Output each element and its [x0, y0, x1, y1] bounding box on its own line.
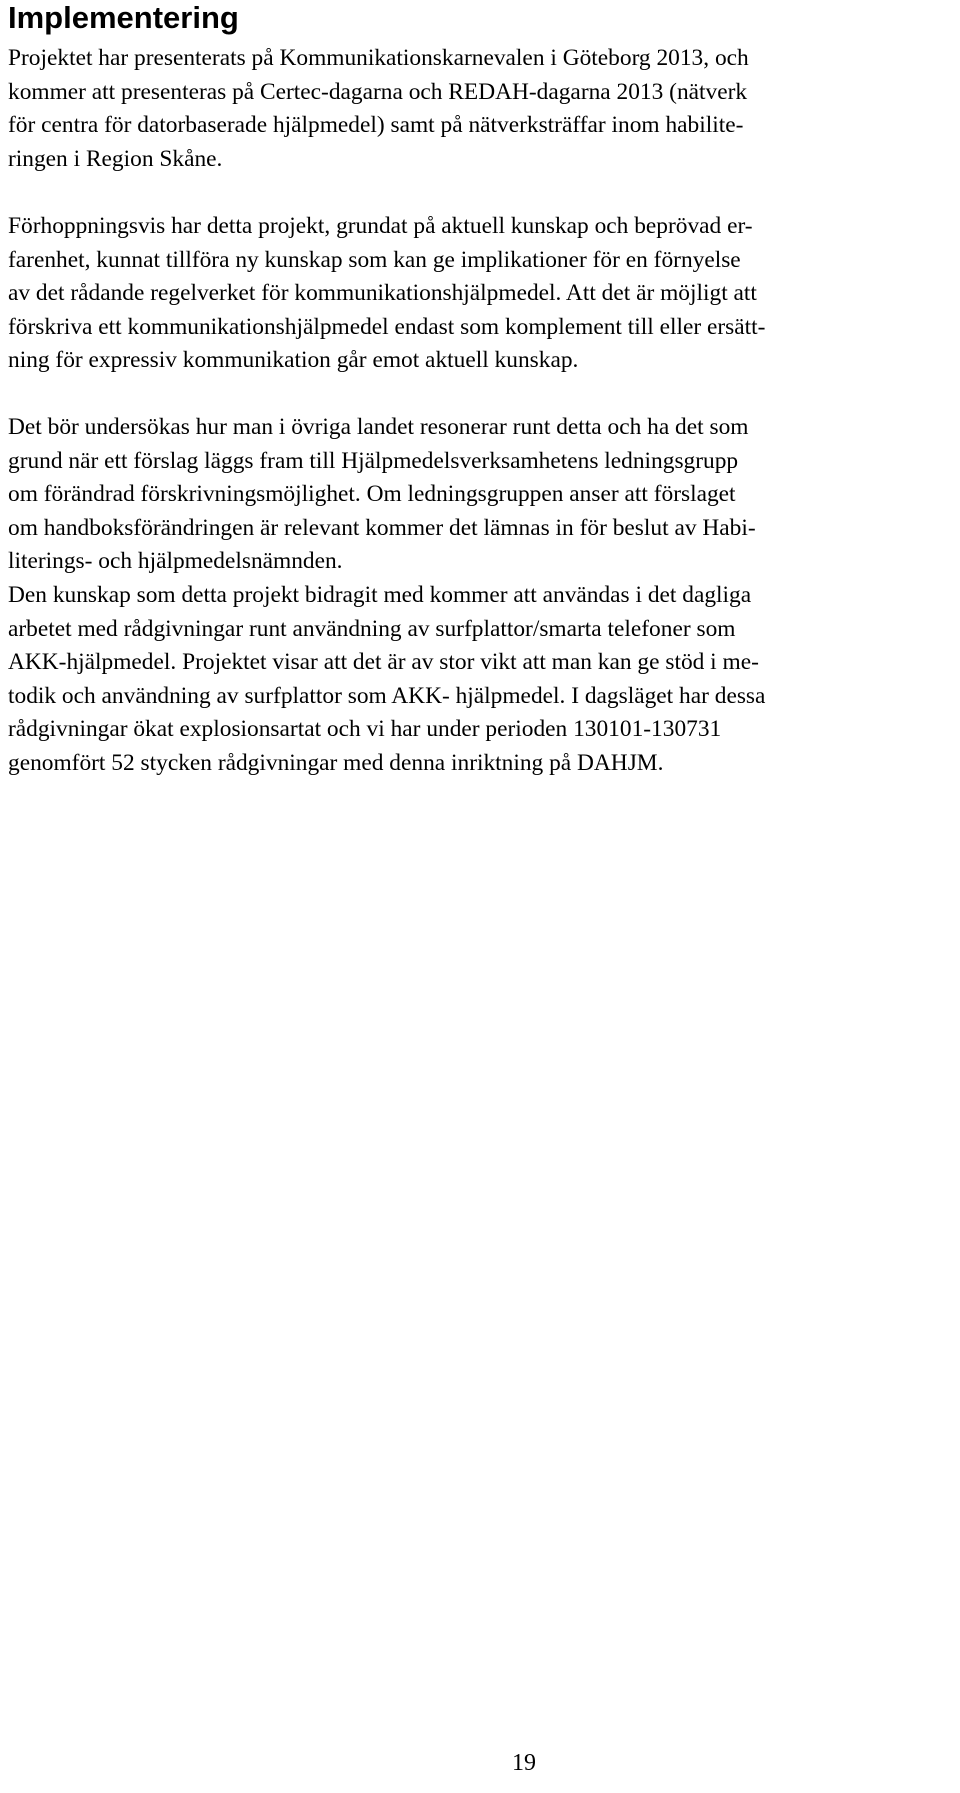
section-heading: Implementering	[8, 0, 239, 35]
paragraph-line: förskriva ett kommunikationshjälpmedel endast som komplement till eller ersätt-	[8, 313, 766, 340]
paragraph-line: Projektet har presenterats på Kommunikationskarnevalen i Göteborg 2013, och	[8, 45, 749, 71]
paragraph-line: om förändrad förskrivningsmöjlighet. Om ledningsgruppen anser att förslaget	[8, 481, 736, 508]
paragraph-line: Förhoppningsvis har detta projekt, grundat på aktuell kunskap och beprövad er-	[8, 213, 753, 239]
paragraph-investigation	[8, 411, 952, 579]
page-number-text: 19	[512, 1750, 536, 1776]
paragraph-line: todik och användning av surfplattor som AKK- hjälpmedel. I dagsläget har dessa	[8, 682, 766, 709]
paragraph-line: om handboksförändringen är relevant kommer det lämnas in för beslut av Habi-	[8, 514, 756, 541]
page-number	[0, 1746, 960, 1780]
paragraph-line: Den kunskap som detta projekt bidragit med kommer att användas i det dagliga	[8, 582, 752, 608]
paragraph-line: Det bör undersökas hur man i övriga landet resonerar runt detta och ha det som	[8, 414, 749, 440]
paragraph-knowledge	[8, 210, 952, 378]
paragraph-line: grund när ett förslag läggs fram till Hjälpmedelsverksamhetens ledningsgrupp	[8, 447, 739, 474]
paragraph-line: av det rådande regelverket för kommunikationshjälpmedel. Att det är möjligt att	[8, 280, 757, 307]
paragraph-line: AKK-hjälpmedel. Projektet visar att det är av stor vikt att man kan ge stöd i me-	[8, 649, 759, 676]
paragraph-line: genomfört 52 stycken rådgivningar med denna inriktning på DAHJM.	[8, 749, 664, 776]
paragraph-line: ringen i Region Skåne.	[8, 145, 223, 172]
paragraph-presentations	[8, 42, 952, 176]
paragraph-line: farenhet, kunnat tillföra ny kunskap som kan ge implikationer för en förnyelse	[8, 246, 741, 273]
paragraph-line: kommer att presenteras på Certec-dagarna och REDAH-dagarna 2013 (nätverk	[8, 78, 748, 105]
paragraph-line: för centra för datorbaserade hjälpmedel) samt på nätverksträffar inom habilite-	[8, 112, 744, 139]
paragraph-line: literings- och hjälpmedelsnämnden.	[8, 548, 343, 575]
paragraph-line: rådgivningar ökat explosionsartat och vi har under perioden 130101-130731	[8, 716, 722, 743]
paragraph-line: ning för expressiv kommunikation går emot aktuell kunskap.	[8, 347, 579, 374]
paragraph-line: arbetet med rådgivningar runt användning av surfplattor/smarta telefoner som	[8, 615, 736, 642]
paragraph-daily-work	[8, 579, 952, 781]
